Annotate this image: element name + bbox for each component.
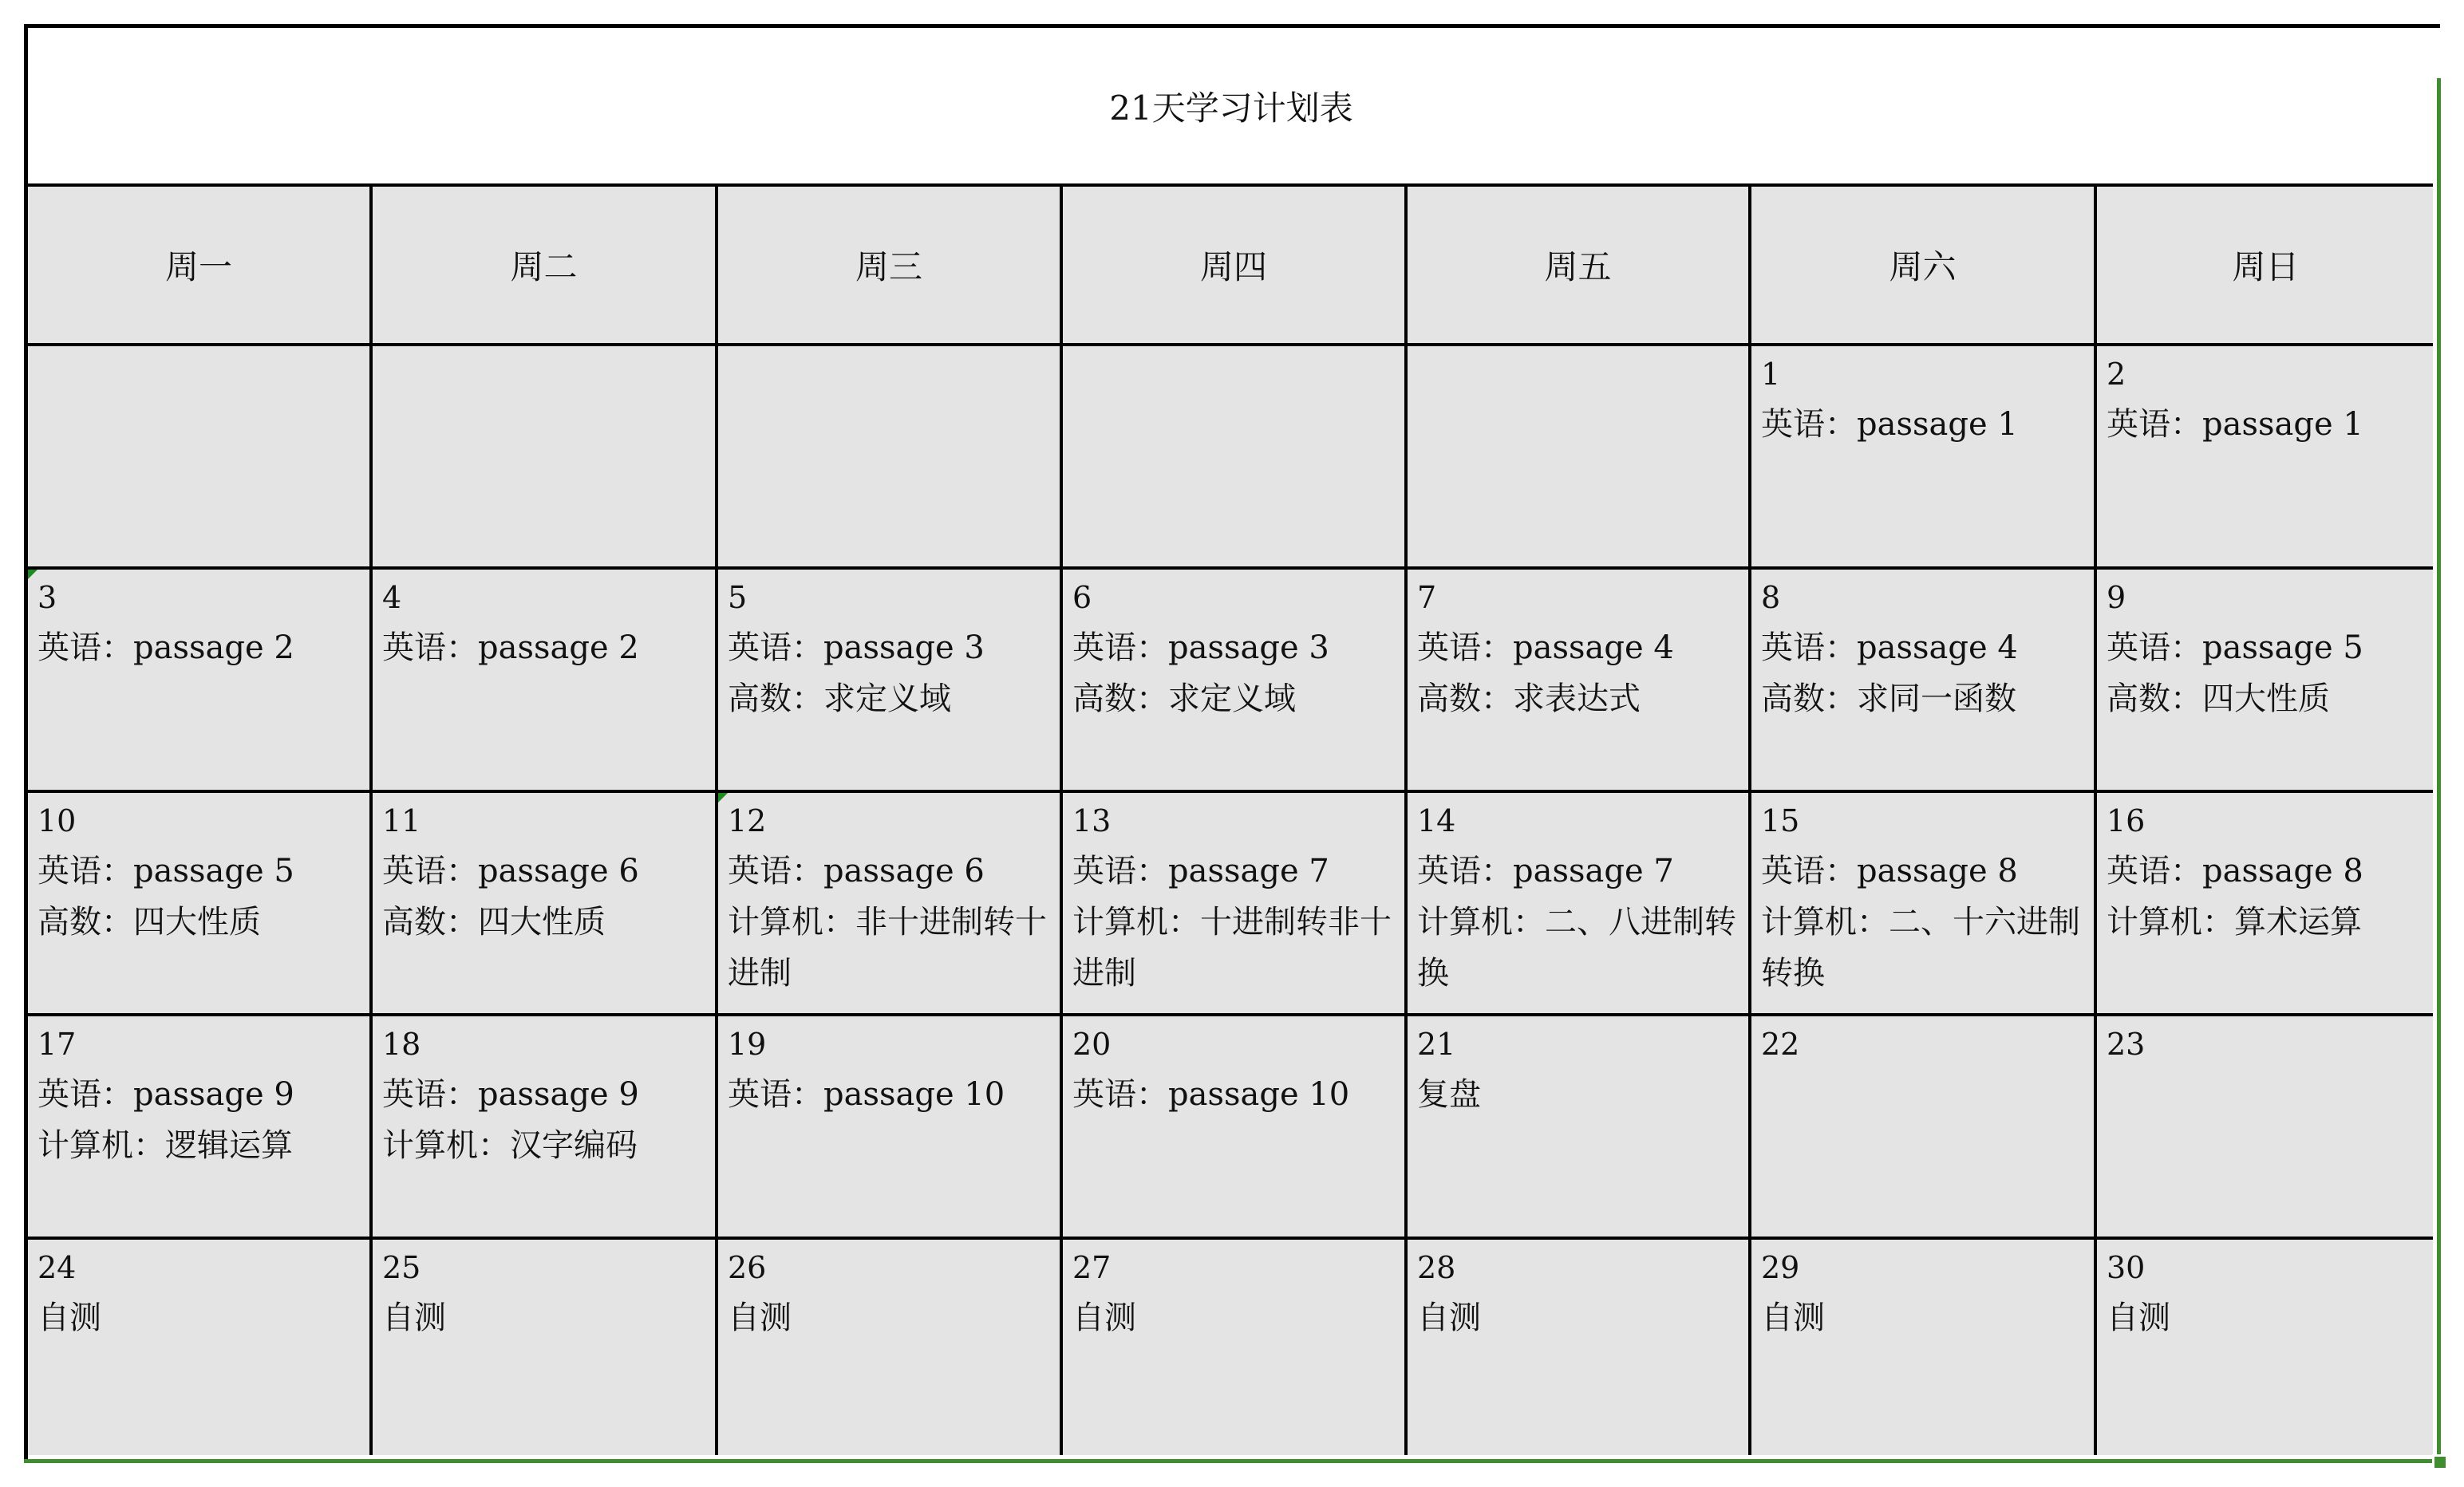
weekday-label: 周二	[510, 247, 578, 286]
day-cell-25[interactable]	[373, 1240, 715, 1460]
day-cell-21[interactable]	[1408, 1016, 1748, 1237]
task-line: 英语：passage 5	[2107, 629, 2363, 666]
task-line: 自测	[2107, 1300, 2170, 1336]
task-line: 高数：求定义域	[728, 680, 951, 717]
day-number: 18	[382, 1027, 421, 1062]
weekday-header-mon[interactable]	[28, 187, 369, 343]
task-line: 高数：四大性质	[38, 904, 261, 941]
weekday-header-sat[interactable]	[1751, 187, 2094, 343]
task-line: 英语：passage 2	[38, 629, 294, 666]
day-number: 24	[38, 1250, 77, 1285]
day-number: 1	[1761, 357, 1781, 392]
day-number: 27	[1072, 1250, 1112, 1285]
day-cell-5[interactable]	[718, 570, 1060, 790]
task-line: 自测	[1761, 1300, 1825, 1336]
task-line: 英语：passage 7	[1417, 853, 1674, 889]
task-line: 英语：passage 5	[38, 853, 294, 889]
day-cell-12[interactable]	[718, 793, 1060, 1013]
day-cell-empty[interactable]	[1063, 346, 1404, 566]
day-number: 11	[382, 803, 421, 838]
task-line: 计算机：非十进制转十进制	[728, 904, 1047, 992]
title-cell[interactable]	[28, 28, 2434, 183]
day-cell-22[interactable]	[1751, 1016, 2094, 1237]
task-line: 英语：passage 10	[1072, 1076, 1350, 1113]
task-line: 计算机：二、八进制转换	[1417, 904, 1736, 992]
task-line: 英语：passage 6	[728, 853, 985, 889]
weekday-label: 周三	[855, 247, 922, 286]
day-cell-29[interactable]	[1751, 1240, 2094, 1460]
weekday-label: 周日	[2232, 247, 2300, 286]
task-line: 计算机：算术运算	[2107, 904, 2362, 941]
weekday-header-sun[interactable]	[2097, 187, 2434, 343]
day-number: 6	[1072, 580, 1092, 615]
weekday-header-thu[interactable]	[1063, 187, 1404, 343]
task-line: 英语：passage 1	[2107, 406, 2363, 443]
day-number: 12	[728, 803, 767, 838]
task-line: 自测	[728, 1300, 792, 1336]
task-line: 英语：passage 8	[2107, 853, 2363, 889]
task-line: 英语：passage 4	[1417, 629, 1674, 666]
task-line: 高数：求定义域	[1072, 680, 1296, 717]
fill-handle[interactable]	[2432, 1454, 2448, 1470]
weekday-header-wed[interactable]	[718, 187, 1060, 343]
day-cell-2[interactable]	[2097, 346, 2434, 566]
selection-border-right	[2437, 78, 2441, 1463]
selection-border-bottom	[24, 1459, 2441, 1463]
day-cell-13[interactable]	[1063, 793, 1404, 1013]
day-cell-18[interactable]	[373, 1016, 715, 1237]
task-line: 计算机：逻辑运算	[38, 1127, 293, 1164]
task-line: 英语：passage 9	[382, 1076, 639, 1113]
weekday-label: 周五	[1544, 247, 1612, 286]
day-cell-30[interactable]	[2097, 1240, 2434, 1460]
task-line: 英语：passage 4	[1761, 629, 2018, 666]
day-cell-empty[interactable]	[1408, 346, 1748, 566]
comment-indicator-icon[interactable]	[718, 793, 728, 803]
task-line: 英语：passage 10	[728, 1076, 1005, 1113]
day-number: 9	[2107, 580, 2126, 615]
day-number: 13	[1072, 803, 1112, 838]
day-cell-24[interactable]	[28, 1240, 369, 1460]
task-line: 英语：passage 9	[38, 1076, 294, 1113]
day-number: 17	[38, 1027, 77, 1062]
day-cell-6[interactable]	[1063, 570, 1404, 790]
day-cell-3[interactable]	[28, 570, 369, 790]
day-number: 4	[382, 580, 402, 615]
task-line: 英语：passage 6	[382, 853, 639, 889]
day-number: 28	[1417, 1250, 1456, 1285]
task-line: 英语：passage 1	[1761, 406, 2018, 443]
weekday-label: 周四	[1199, 247, 1267, 286]
task-line: 自测	[1417, 1300, 1481, 1336]
day-cell-4[interactable]	[373, 570, 715, 790]
day-number: 25	[382, 1250, 421, 1285]
day-number: 16	[2107, 803, 2146, 838]
day-cell-8[interactable]	[1751, 570, 2094, 790]
day-number: 3	[38, 580, 57, 615]
day-number: 7	[1417, 580, 1437, 615]
day-number: 21	[1417, 1027, 1456, 1062]
calendar-grid	[28, 183, 2434, 1458]
weekday-header-fri[interactable]	[1408, 187, 1748, 343]
day-cell-1[interactable]	[1751, 346, 2094, 566]
day-number: 20	[1072, 1027, 1112, 1062]
day-number: 19	[728, 1027, 767, 1062]
day-cell-empty[interactable]	[718, 346, 1060, 566]
day-cell-26[interactable]	[718, 1240, 1060, 1460]
spreadsheet-table	[24, 24, 2440, 1463]
day-cell-28[interactable]	[1408, 1240, 1748, 1460]
day-cell-20[interactable]	[1063, 1016, 1404, 1237]
weekday-label: 周六	[1889, 247, 1957, 286]
day-number: 26	[728, 1250, 767, 1285]
task-line: 高数：求同一函数	[1761, 680, 2016, 717]
day-number: 5	[728, 580, 748, 615]
day-cell-empty[interactable]	[373, 346, 715, 566]
task-line: 高数：四大性质	[2107, 680, 2330, 717]
day-number: 14	[1417, 803, 1456, 838]
day-cell-16[interactable]	[2097, 793, 2434, 1013]
task-line: 计算机：汉字编码	[382, 1127, 638, 1164]
weekday-header-tue[interactable]	[373, 187, 715, 343]
day-cell-9[interactable]	[2097, 570, 2434, 790]
day-number: 30	[2107, 1250, 2146, 1285]
day-cell-23[interactable]	[2097, 1016, 2434, 1237]
comment-indicator-icon[interactable]	[28, 570, 38, 579]
day-number: 10	[38, 803, 77, 838]
task-line: 自测	[38, 1300, 101, 1336]
task-line: 英语：passage 8	[1761, 853, 2018, 889]
day-cell-10[interactable]	[28, 793, 369, 1013]
task-line: 英语：passage 2	[382, 629, 639, 666]
day-cell-27[interactable]	[1063, 1240, 1404, 1460]
day-number: 8	[1761, 580, 1781, 615]
day-cell-14[interactable]	[1408, 793, 1748, 1013]
day-number: 2	[2107, 357, 2126, 392]
weekday-label: 周一	[164, 247, 232, 286]
day-cell-19[interactable]	[718, 1016, 1060, 1237]
task-line: 英语：passage 7	[1072, 853, 1329, 889]
task-line: 高数：求表达式	[1417, 680, 1641, 717]
task-line: 英语：passage 3	[1072, 629, 1329, 666]
day-cell-11[interactable]	[373, 793, 715, 1013]
task-line: 自测	[1072, 1300, 1136, 1336]
day-number: 23	[2107, 1027, 2146, 1062]
task-line: 高数：四大性质	[382, 904, 606, 941]
task-line: 自测	[382, 1300, 446, 1336]
day-number: 15	[1761, 803, 1800, 838]
day-cell-15[interactable]	[1751, 793, 2094, 1013]
day-cell-empty[interactable]	[28, 346, 369, 566]
task-line: 计算机：二、十六进制转换	[1761, 904, 2080, 992]
day-cell-7[interactable]	[1408, 570, 1748, 790]
task-line: 复盘	[1417, 1076, 1481, 1113]
table-title: 21天学习计划表	[1109, 88, 1353, 128]
day-cell-17[interactable]	[28, 1016, 369, 1237]
day-number: 29	[1761, 1250, 1800, 1285]
task-line: 计算机：十进制转非十进制	[1072, 904, 1392, 992]
day-number: 22	[1761, 1027, 1800, 1062]
task-line: 英语：passage 3	[728, 629, 985, 666]
